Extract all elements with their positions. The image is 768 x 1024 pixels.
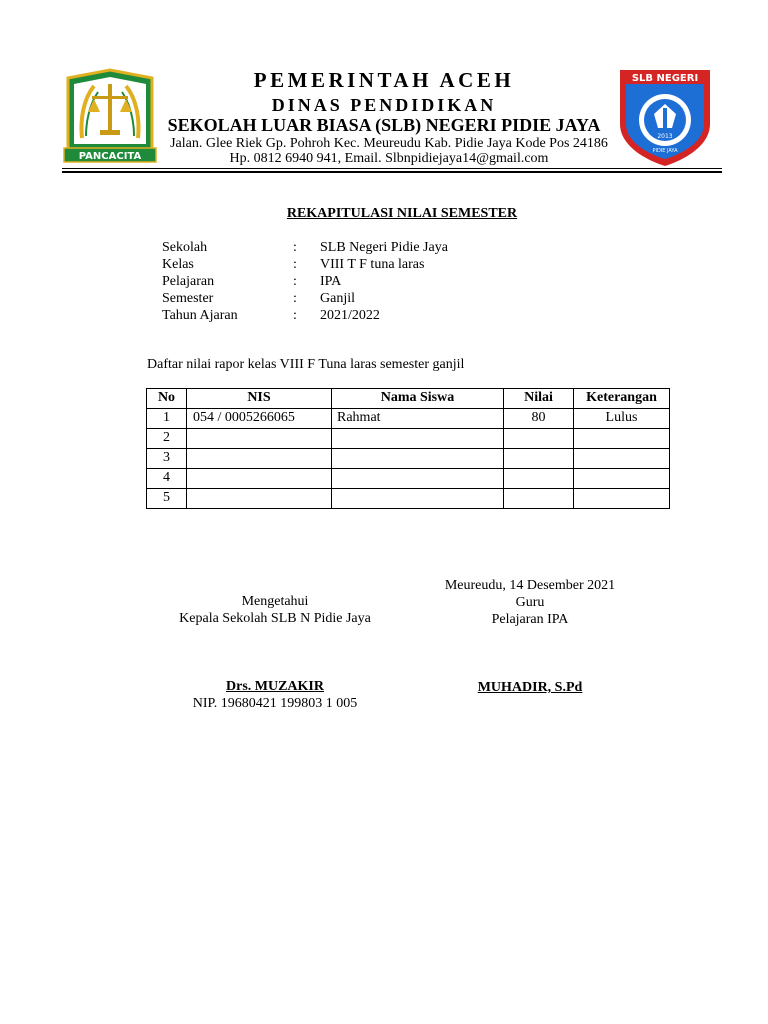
- info-colon: :: [293, 240, 297, 255]
- cell-nis: 054 / 0005266065: [187, 409, 332, 429]
- table-header-row: [147, 389, 670, 409]
- info-label: Pelajaran: [162, 274, 215, 289]
- letterhead-divider-thin: [62, 168, 722, 169]
- header-nilai: Nilai: [504, 389, 574, 409]
- aceh-emblem-logo: [60, 68, 160, 168]
- cell-nama: [332, 429, 504, 449]
- cell-nama: Rahmat: [332, 409, 504, 429]
- right-signature-block: [410, 577, 650, 696]
- school-title: SEKOLAH LUAR BIASA (SLB) NEGERI PIDIE JAYA: [167, 115, 601, 135]
- government-title: PEMERINTAH ACEH: [253, 68, 515, 92]
- cell-no: 3: [147, 449, 187, 469]
- cell-nama: [332, 489, 504, 509]
- cell-nilai: [504, 449, 574, 469]
- table-row: [147, 409, 670, 429]
- info-label: Semester: [162, 291, 214, 306]
- cell-nis: [187, 489, 332, 509]
- school-address: Jalan. Glee Riek Gp. Pohroh Kec. Meureudu Kab. Pidie Jaya Kode Pos 24186: [170, 136, 608, 151]
- grades-table: [146, 388, 670, 509]
- signature-acknowledged-label: Mengetahui: [241, 594, 309, 609]
- school-contact: Hp. 0812 6940 941, Email. Slbnpidiejaya14@gmail.com: [229, 151, 549, 166]
- header-nama-siswa: Nama Siswa: [332, 389, 504, 409]
- table-row: [147, 429, 670, 449]
- table-row: [147, 449, 670, 469]
- cell-nama: [332, 449, 504, 469]
- teacher-name: MUHADIR, S.Pd: [477, 680, 583, 695]
- table-row: [147, 469, 670, 489]
- cell-nis: [187, 449, 332, 469]
- cell-no: 2: [147, 429, 187, 449]
- pancacita-label: PANCACITA: [78, 151, 142, 162]
- info-value: 2021/2022: [320, 308, 380, 323]
- signature-position: Kepala Sekolah SLB N Pidie Jaya: [179, 611, 371, 626]
- teacher-subject: Pelajaran IPA: [491, 612, 569, 627]
- place-date: Meureudu, 14 Desember 2021: [444, 578, 616, 593]
- info-colon: :: [293, 257, 297, 272]
- teacher-title: Guru: [515, 595, 545, 610]
- cell-keterangan: [574, 469, 670, 489]
- header-nis: NIS: [187, 389, 332, 409]
- cell-keterangan: [574, 489, 670, 509]
- cell-nama: [332, 469, 504, 489]
- document-title: REKAPITULASI NILAI SEMESTER: [286, 206, 518, 221]
- slb-negeri-logo: [614, 64, 716, 168]
- cell-no: 5: [147, 489, 187, 509]
- cell-nis: [187, 429, 332, 449]
- cell-no: 1: [147, 409, 187, 429]
- info-value: Ganjil: [320, 291, 355, 306]
- info-value: VIII T F tuna laras: [320, 257, 425, 272]
- cell-no: 4: [147, 469, 187, 489]
- cell-nilai: [504, 489, 574, 509]
- info-label: Tahun Ajaran: [162, 308, 238, 323]
- cell-nilai: [504, 429, 574, 449]
- cell-nilai: [504, 469, 574, 489]
- slb-year-label: 2013: [657, 133, 673, 140]
- cell-nilai: 80: [504, 409, 574, 429]
- table-description: Daftar nilai rapor kelas VIII F Tuna laras semester ganjil: [147, 357, 465, 372]
- cell-keterangan: [574, 429, 670, 449]
- left-signature-block: [155, 593, 395, 712]
- cell-keterangan: [574, 449, 670, 469]
- headmaster-nip: NIP. 19680421 199803 1 005: [192, 696, 358, 711]
- slb-negeri-label: SLB NEGERI: [631, 73, 699, 84]
- cell-keterangan: Lulus: [574, 409, 670, 429]
- info-colon: :: [293, 274, 297, 289]
- department-title: DINAS PENDIDIKAN: [271, 95, 497, 115]
- info-label: Sekolah: [162, 240, 208, 255]
- info-colon: :: [293, 291, 297, 306]
- info-value: SLB Negeri Pidie Jaya: [320, 240, 448, 255]
- cell-nis: [187, 469, 332, 489]
- headmaster-name: Drs. MUZAKIR: [226, 679, 324, 694]
- letterhead-divider-thick: [62, 171, 722, 173]
- header-keterangan: Keterangan: [574, 389, 670, 409]
- slb-region-label: PIDIE JAYA: [652, 148, 678, 154]
- info-value: IPA: [320, 274, 342, 289]
- info-label: Kelas: [162, 257, 194, 272]
- table-row: [147, 489, 670, 509]
- header-no: No: [147, 389, 187, 409]
- info-colon: :: [293, 308, 297, 323]
